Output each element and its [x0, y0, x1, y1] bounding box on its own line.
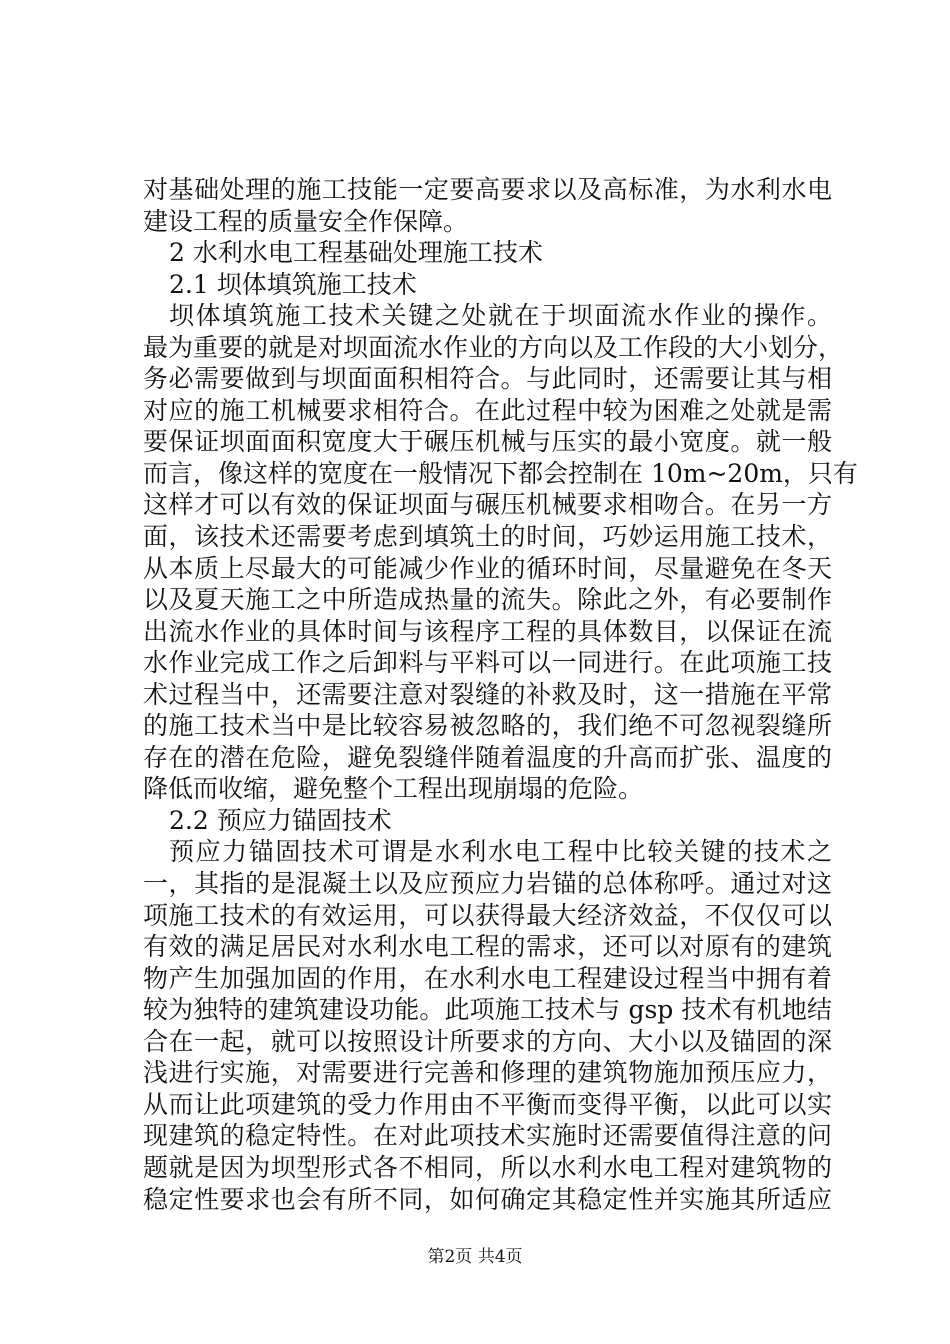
text-line: 稳定性要求也会有所不同，如何确定其稳定性并实施其所适应 [143, 1184, 832, 1214]
section-heading: 2.1 坝体填筑施工技术 [169, 269, 417, 299]
text-line: 最为重要的就是对坝面流水作业的方向以及工作段的大小划分， [143, 332, 844, 362]
text-line: 建设工程的质量安全作保障。 [143, 206, 469, 236]
text-line: 对应的施工机械要求相符合。在此过程中较为困难之处就是需 [143, 395, 832, 425]
text-line: 现建筑的稳定特性。在对此项技术实施时还需要值得注意的问 [143, 1121, 832, 1151]
text-line: 术过程当中，还需要注意对裂缝的补救及时，这一措施在平常 [143, 679, 832, 709]
paragraph [143, 174, 832, 237]
section-heading: 2 水利水电工程基础处理施工技术 [169, 238, 543, 268]
text-line: 坝体填筑施工技术关键之处就在于坝面流水作业的操作。 [169, 301, 832, 331]
text-line: 从而让此项建筑的受力作用由不平衡而变得平衡，以此可以实 [143, 1089, 832, 1119]
text-line: 的施工技术当中是比较容易被忽略的，我们绝不可忽视裂缝所 [143, 711, 832, 741]
text-line: 水作业完成工作之后卸料与平料可以一同进行。在此项施工技 [143, 648, 832, 678]
text-line: 这样才可以有效的保证坝面与碾压机械要求相吻合。在另一方 [143, 490, 832, 520]
text-line: 而言，像这样的宽度在一般情况下都会控制在 10m~20m，只有 [143, 458, 858, 488]
text-line: 浅进行实施，对需要进行完善和修理的建筑物施加预压应力， [143, 1058, 832, 1088]
text-line: 务必需要做到与坝面面积相符合。与此同时，还需要让其与相 [143, 364, 832, 394]
text-line: 要保证坝面面积宽度大于碾压机械与压实的最小宽度。就一般 [143, 427, 832, 457]
text-line: 降低而收缩，避免整个工程出现崩塌的危险。 [143, 774, 644, 804]
text-line: 以及夏天施工之中所造成热量的流失。除此之外，有必要制作 [143, 585, 832, 615]
text-line: 存在的潜在危险，避免裂缝伴随着温度的升高而扩张、温度的 [143, 742, 832, 772]
text-line: 出流水作业的具体时间与该程序工程的具体数目，以保证在流 [143, 616, 832, 646]
text-line: 合在一起，就可以按照设计所要求的方向、大小以及锚固的深 [143, 1026, 832, 1056]
text-line: 从本质上尽最大的可能减少作业的循环时间，尽量避免在冬天 [143, 553, 832, 583]
document-body [143, 174, 858, 1215]
text-line: 预应力锚固技术可谓是水利水电工程中比较关键的技术之 [169, 837, 832, 867]
text-line: 项施工技术的有效运用，可以获得最大经济效益，不仅仅可以 [143, 900, 832, 930]
text-line: 较为独特的建筑建设功能。此项施工技术与 gsp 技术有机地结 [143, 995, 832, 1025]
text-line: 面，该技术还需要考虑到填筑土的时间，巧妙运用施工技术， [143, 522, 832, 552]
paragraph [143, 836, 832, 1215]
text-line: 对基础处理的施工技能一定要高要求以及高标准，为水利水电 [143, 175, 832, 204]
text-line: 有效的满足居民对水利水电工程的需求，还可以对原有的建筑 [143, 932, 832, 962]
page-footer: 第2页 共4页 [427, 1247, 523, 1267]
text-line: 题就是因为坝型形式各不相同，所以水利水电工程对建筑物的 [143, 1152, 832, 1182]
text-line: 一，其指的是混凝土以及应预应力岩锚的总体称呼。通过对这 [143, 869, 832, 899]
paragraph [143, 300, 858, 805]
section-heading: 2.2 预应力锚固技术 [169, 805, 392, 835]
text-line: 物产生加强加固的作用，在水利水电工程建设过程当中拥有着 [143, 963, 832, 993]
